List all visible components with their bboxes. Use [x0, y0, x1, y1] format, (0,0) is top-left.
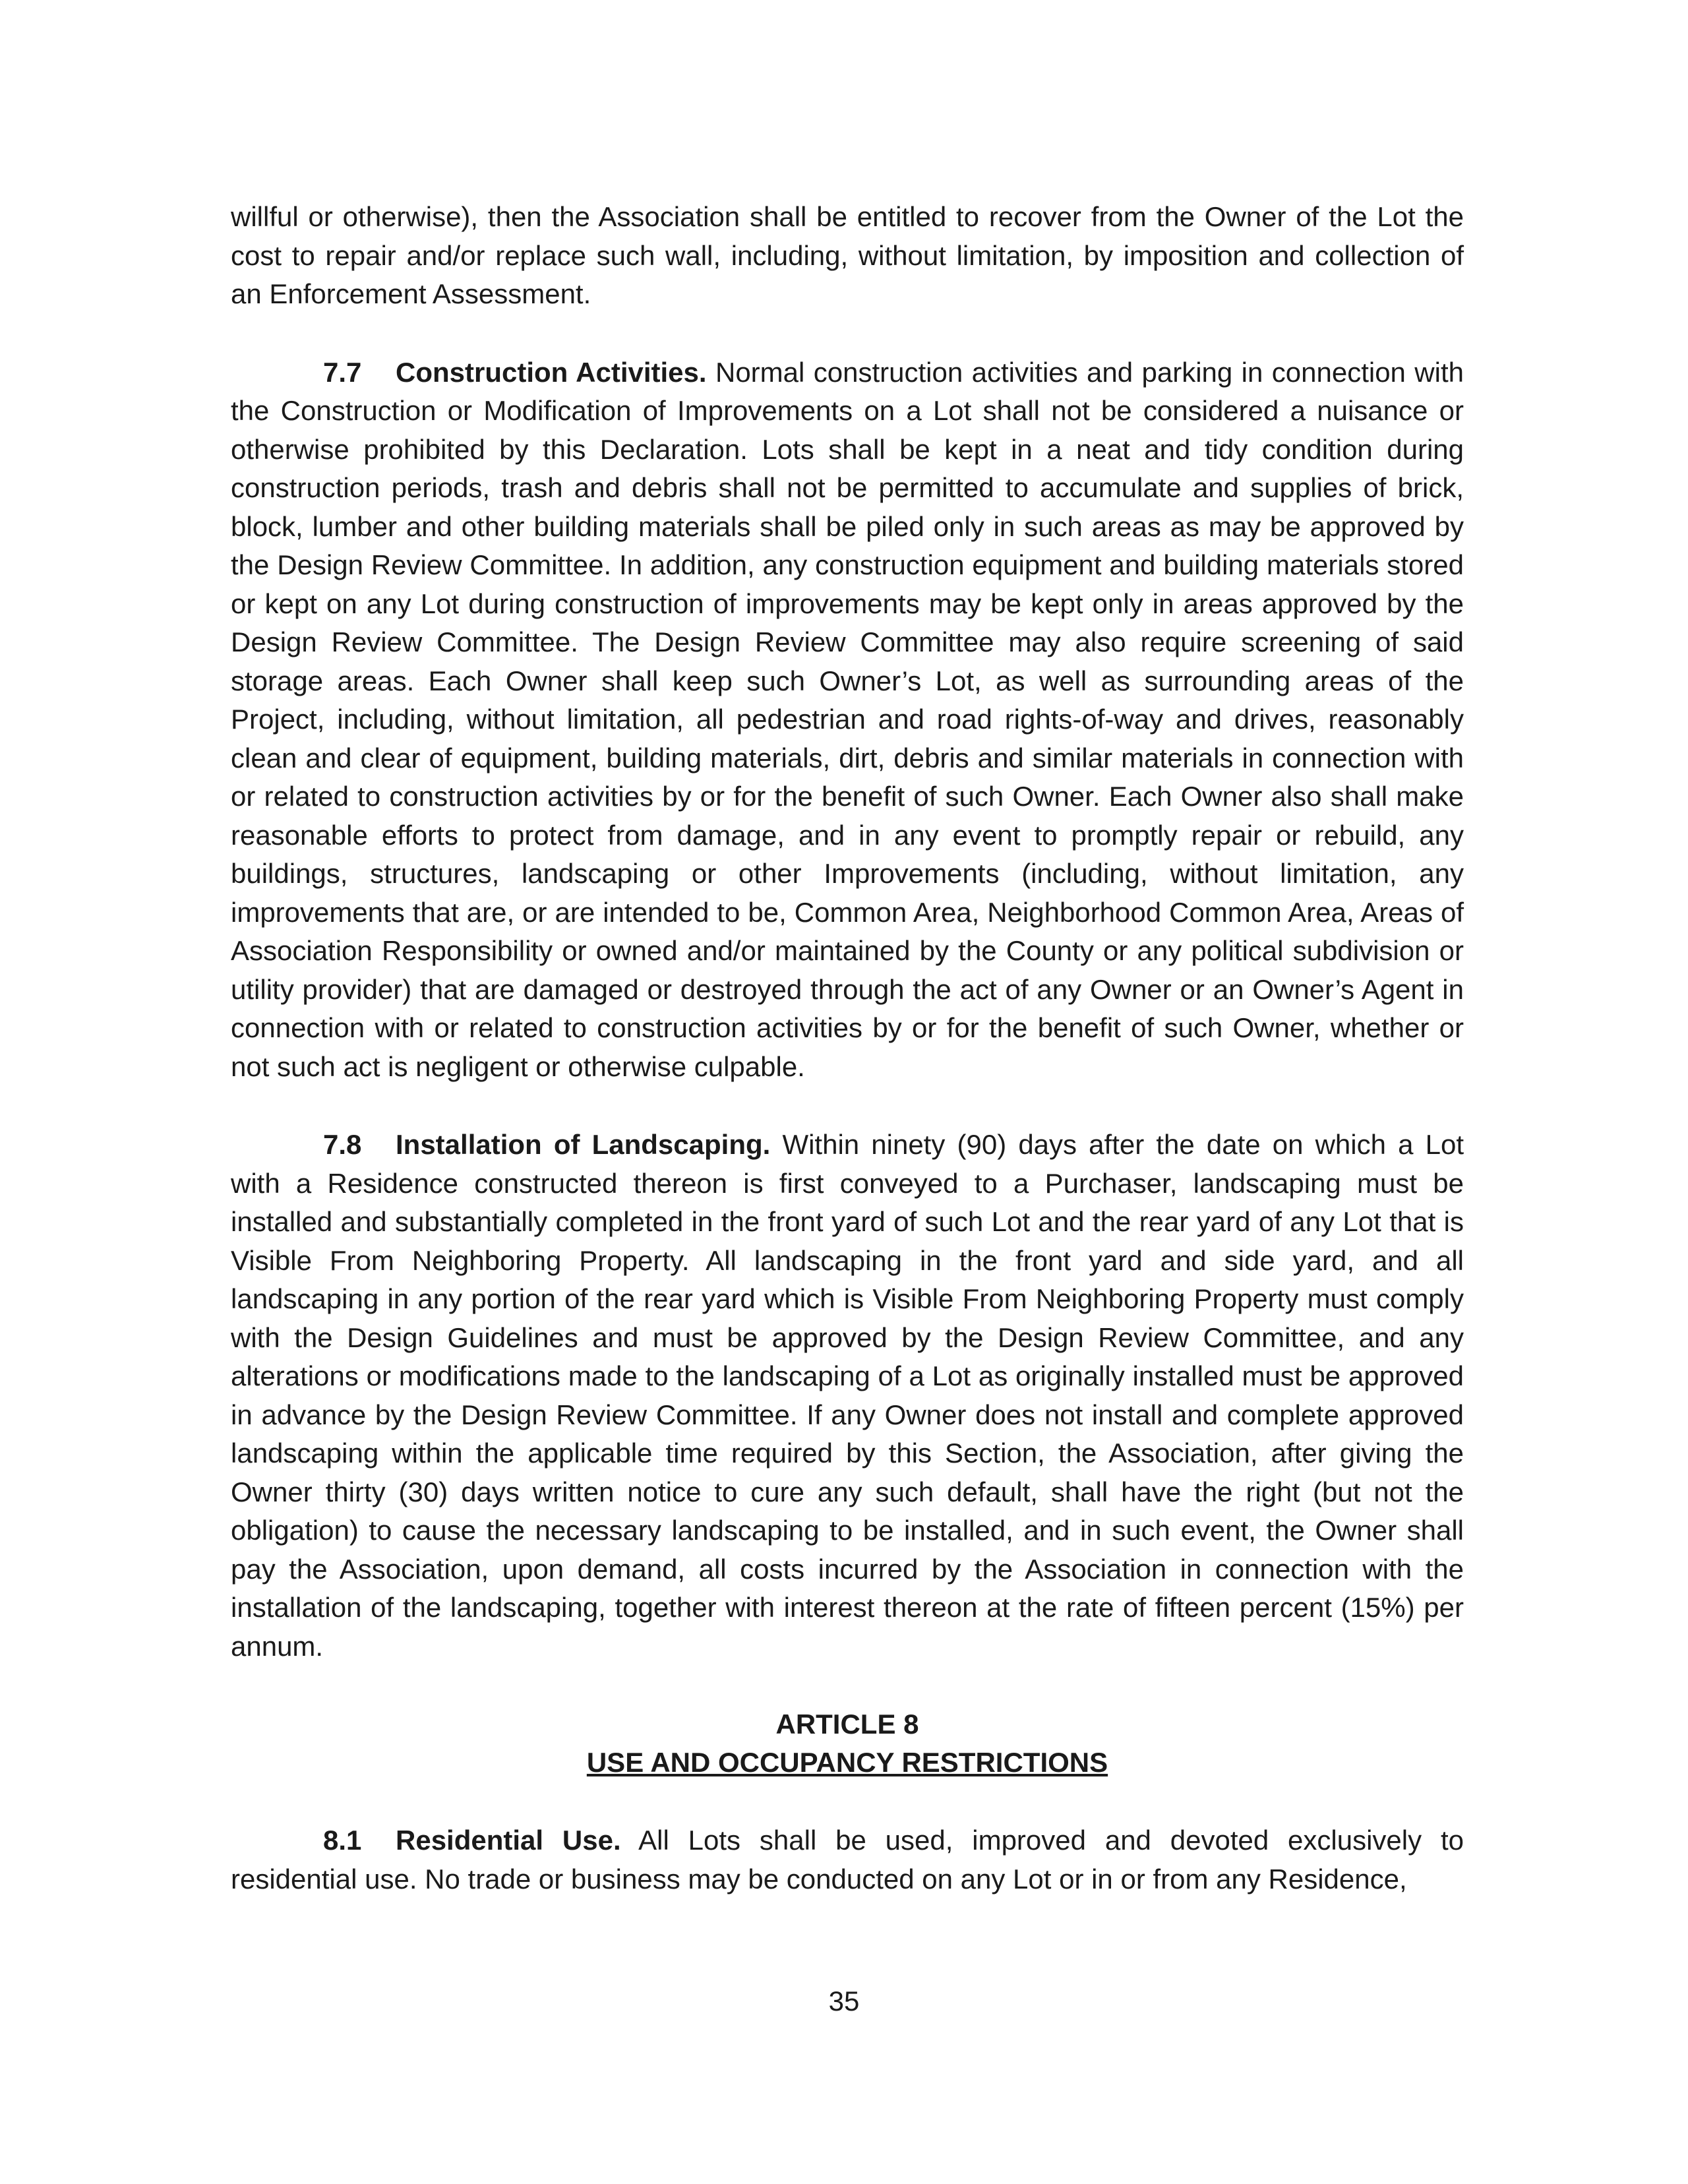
section-body: All Lots shall be used, improved and devoted exclusively to residential use. No trade or business may be conducted on any Lot or in or from any Residence, [231, 1825, 1464, 1895]
paragraph-gap [231, 1782, 1464, 1821]
article-heading: ARTICLE 8 [775, 1709, 919, 1740]
section-7-7 [231, 353, 1464, 1087]
paragraph-gap [231, 1086, 1464, 1126]
article-title: USE AND OCCUPANCY RESTRICTIONS [586, 1747, 1108, 1778]
section-body: Normal construction activities and parking in connection with the Construction or Modification of Improvements on a Lot shall not be considered a nuisance or otherwise prohibited by this Declaration. Lots shall be kept in a neat and tidy condition during construction periods, trash and debris shall not be permitted to accumulate and supplies of brick, block, lumber and other building materials shall be piled only in such areas as may be approved by the Design Review Committee. In addition, any construction equipment and building materials stored or kept on any Lot during construction of improvements may be kept only in areas approved by the Design Review Committee. The Design Review Committee may also require screening of said storage areas. Each Owner shall keep such Owner’s Lot, as well as surrounding areas of the Project, including, without limitation, all pedestrian and road rights-of-way and drives, reasonably clean and clear of equipment, building materials, dirt, debris and similar materials in connection with or related to construction activities by or for the benefit of such Owner. Each Owner also shall make reasonable efforts to protect from damage, and in any event to promptly repair or rebuild, any buildings, structures, landscaping or other Improvements (including, without limitation, any improvements that are, or are intended to be, Common Area, Neighborhood Common Area, Areas of Association Responsibility or owned and/or maintained by the County or any political subdivision or utility provider) that are damaged or destroyed through the act of any Owner or an Owner’s Agent in connection with or related to construction activities by or for the benefit of such Owner, whether or not such act is negligent or otherwise culpable. [231, 356, 1464, 1082]
page-number: 35 [828, 1986, 860, 2017]
section-number: 7.7 [323, 356, 362, 388]
section-8-1 [231, 1821, 1464, 1898]
section-7-8 [231, 1126, 1464, 1666]
document-page [231, 198, 1464, 1898]
paragraph-gap [231, 314, 1464, 353]
section-title: Installation of Landscaping. [396, 1129, 771, 1160]
section-body: Within ninety (90) days after the date on which a Lot with a Residence constructed thereon is first conveyed to a Purchaser, landscaping must be installed and substantially completed in the front yard of such Lot and the rear yard of any Lot that is Visible From Neighboring Property. All landscaping in the front yard and side yard, and all landscaping in any portion of the rear yard which is Visible From Neighboring Property must comply with the Design Guidelines and must be approved by the Design Review Committee, and any alterations or modifications made to the landscaping of a Lot as originally installed must be approved in advance by the Design Review Committee. If any Owner does not install and complete approved landscaping within the applicable time required by this Section, the Association, after giving the Owner thirty (30) days written notice to cure any such default, shall have the right (but not the obligation) to cause the necessary landscaping to be installed, and in such event, the Owner shall pay the Association, upon demand, all costs incurred by the Association in connection with the installation of the landscaping, together with interest thereon at the rate of fifteen percent (15%) per annum. [231, 1129, 1464, 1662]
section-number: 7.8 [323, 1129, 362, 1160]
continuation-paragraph: willful or otherwise), then the Association shall be entitled to recover from the Owner of the Lot the cost to repair and/or replace such wall, including, without limitation, by imposition and collection of an Enforcement Assessment. [231, 201, 1464, 309]
section-title: Residential Use. [396, 1825, 621, 1856]
paragraph-gap [231, 1666, 1464, 1705]
section-number: 8.1 [323, 1825, 362, 1856]
section-title: Construction Activities. [396, 356, 707, 388]
